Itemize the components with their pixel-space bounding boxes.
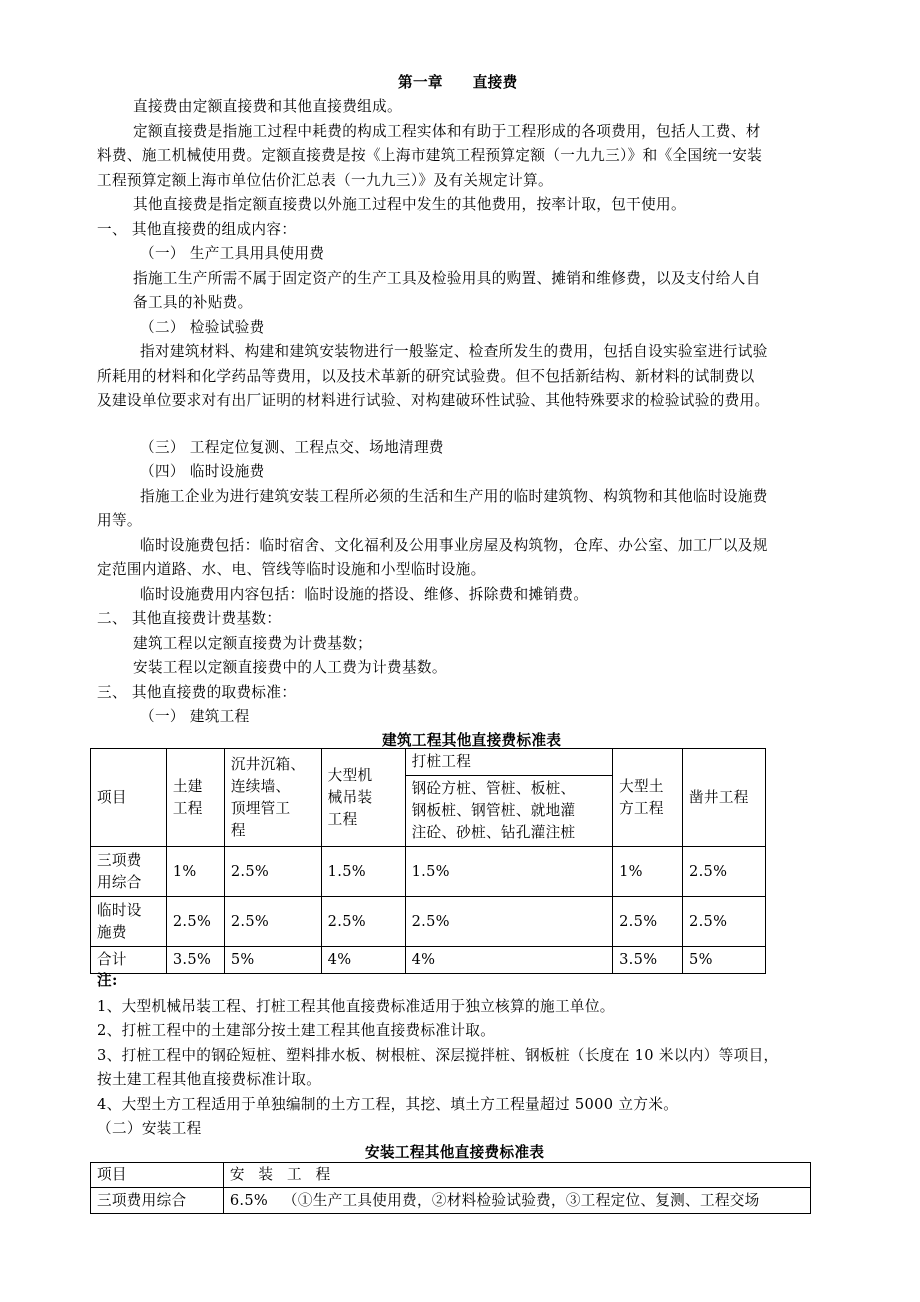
- item-3-title: （三） 工程定位复测、工程点交、场地清理费: [140, 439, 444, 456]
- item-4-paragraph-2: 临时设施费包括：临时宿舍、文化福利及公用事业房屋及构筑物，仓库、办公室、加工厂以及规: [140, 537, 768, 554]
- cell: 2.5%: [405, 897, 613, 947]
- intro-paragraph-2-line-3: 工程预算定额上海市单位估价汇总表（一九九三）》及有关规定计算。: [97, 172, 553, 189]
- table-row: [91, 1188, 811, 1214]
- cell: [223, 1188, 810, 1214]
- section-3-heading: 三、 其他直接费的取费标准：: [97, 684, 297, 701]
- table-1-header-dazhuang: 打桩工程: [405, 749, 613, 776]
- item-4-text: 指施工企业为进行建筑安装工程所必须的生活和生产用的临时建筑物、构筑物和其他临时设施费: [140, 488, 768, 505]
- table-row: [91, 1163, 811, 1188]
- item-4-text-line-2: 用等。: [97, 512, 142, 529]
- item-4-title: （四） 临时设施费: [140, 463, 265, 480]
- row-label: 临时设 施费: [91, 897, 167, 947]
- item-4-paragraph-2-line-2: 定范围内道路、水、电、管线等临时设施和小型临时设施。: [97, 561, 486, 578]
- cell: 1.5%: [405, 847, 613, 897]
- cell: 1%: [166, 847, 224, 897]
- intro-paragraph-1: 直接费由定额直接费和其他直接费组成。: [133, 98, 402, 115]
- cell: 2.5%: [683, 897, 766, 947]
- table-row: [91, 947, 766, 974]
- table-2-header-item: 项目: [91, 1163, 224, 1188]
- note-1: 1、大型机械吊装工程、打桩工程其他直接费标准适用于独立核算的施工单位。: [97, 998, 615, 1015]
- note-2: 2、打桩工程中的土建部分按土建工程其他直接费标准计取。: [97, 1022, 496, 1039]
- cell: 2.5%: [224, 897, 321, 947]
- table-row: [91, 847, 766, 897]
- section-3-sub-2: （二）安装工程: [97, 1120, 202, 1137]
- cell: 2.5%: [683, 847, 766, 897]
- item-4-paragraph-3: 临时设施费用内容包括：临时设施的搭设、维修、拆除费和摊销费。: [140, 586, 589, 603]
- section-2-line-1: 建筑工程以定额直接费为计费基数；: [133, 635, 373, 652]
- table-1-header-tufang: 大型土 方工程: [613, 749, 683, 847]
- intro-paragraph-3: 其他直接费是指定额直接费以外施工过程中发生的其他费用，按率计取，包干使用。: [133, 196, 686, 213]
- cell: 1%: [613, 847, 683, 897]
- table-1-header-zaojing: 凿井工程: [683, 749, 766, 847]
- row-label: 三项费 用综合: [91, 847, 167, 897]
- rate: 6.5%: [229, 1191, 269, 1209]
- chapter-title: 第一章 直接费: [398, 74, 518, 91]
- cell: 5%: [224, 947, 321, 974]
- cell: 1.5%: [321, 847, 405, 897]
- section-3-sub-1: （一） 建筑工程: [140, 708, 250, 725]
- table-1-header-chenjing: 沉井沉箱、 连续墙、 顶埋管工 程: [224, 749, 321, 847]
- item-2-text: 指对建筑材料、构建和建筑安装物进行一般鉴定、检查所发生的费用，包括自设实验室进行试验: [140, 343, 768, 360]
- cell: 2.5%: [321, 897, 405, 947]
- row-label: 合计: [91, 947, 167, 974]
- note-3: 3、打桩工程中的钢砼短桩、塑料排水板、树根桩、深层搅拌桩、钢板桩（长度在 10 米以内）等项目，: [97, 1047, 779, 1064]
- cell: 3.5%: [166, 947, 224, 974]
- cell: 2.5%: [224, 847, 321, 897]
- item-2-title: （二） 检验试验费: [140, 319, 265, 336]
- cell: 2.5%: [613, 897, 683, 947]
- section-2-line-2: 安装工程以定额直接费中的人工费为计费基数。: [133, 659, 447, 676]
- cell: 3.5%: [613, 947, 683, 974]
- notes-title: 注:: [97, 972, 118, 989]
- intro-paragraph-2-line-2: 料费、施工机械使用费。定额直接费是按《上海市建筑工程预算定额（一九九三）》和《全国统一安装: [97, 147, 763, 164]
- table-row: [91, 897, 766, 947]
- note-3-line-2: 按土建工程其他直接费标准计取。: [97, 1071, 322, 1088]
- building-cost-table: [90, 748, 766, 974]
- cell: 2.5%: [166, 897, 224, 947]
- table-1-header-jixie: 大型机 械吊装 工程: [321, 749, 405, 847]
- cell: 4%: [321, 947, 405, 974]
- intro-paragraph-2: 定额直接费是指施工过程中耗费的构成工程实体和有助于工程形成的各项费用，包括人工费、材: [133, 123, 761, 140]
- table-2-header-anzhuang: 安装工程: [223, 1163, 810, 1188]
- item-2-text-line-2: 所耗用的材料和化学药品等费用，以及技术革新的研究试验费。但不包括新结构、新材料的试制费以: [97, 368, 755, 385]
- item-1-text: 指施工生产所需不属于固定资产的生产工具及检验用具的购置、摊销和维修费，以及支付给人自: [133, 270, 761, 287]
- section-2-heading: 二、 其他直接费计费基数：: [97, 610, 282, 627]
- section-1-heading: 一、 其他直接费的组成内容：: [97, 221, 297, 238]
- table-1-caption: 建筑工程其他直接费标准表: [382, 732, 562, 749]
- item-2-text-line-3: 及建设单位要求对有出厂证明的材料进行试验、对构建破环性试验、其他特殊要求的检验试验的费用。: [97, 392, 770, 409]
- cell: 4%: [405, 947, 613, 974]
- note-4: 4、大型土方工程适用于单独编制的土方工程，其挖、填土方工程量超过 5000 立方米。: [97, 1096, 679, 1113]
- cell: 5%: [683, 947, 766, 974]
- table-1-header-tujian: 土建 工程: [166, 749, 224, 847]
- item-1-title: （一） 生产工具用具使用费: [140, 245, 325, 262]
- table-2-caption: 安装工程其他直接费标准表: [365, 1144, 545, 1161]
- table-1-header-item: 项目: [91, 749, 167, 847]
- item-1-text-line-2: 备工具的补贴费。: [133, 294, 253, 311]
- rate-description: （①生产工具使用费，②材料检验试验费，③工程定位、复测、工程交场: [282, 1191, 760, 1209]
- table-1-header-dazhuang-sub: 钢砼方桩、管桩、板桩、 钢板桩、钢管桩、就地灌 注砼、砂桩、钻孔灌注桩: [405, 776, 613, 847]
- table-2-row-label: 三项费用综合: [91, 1188, 224, 1214]
- installation-cost-table: [90, 1162, 811, 1214]
